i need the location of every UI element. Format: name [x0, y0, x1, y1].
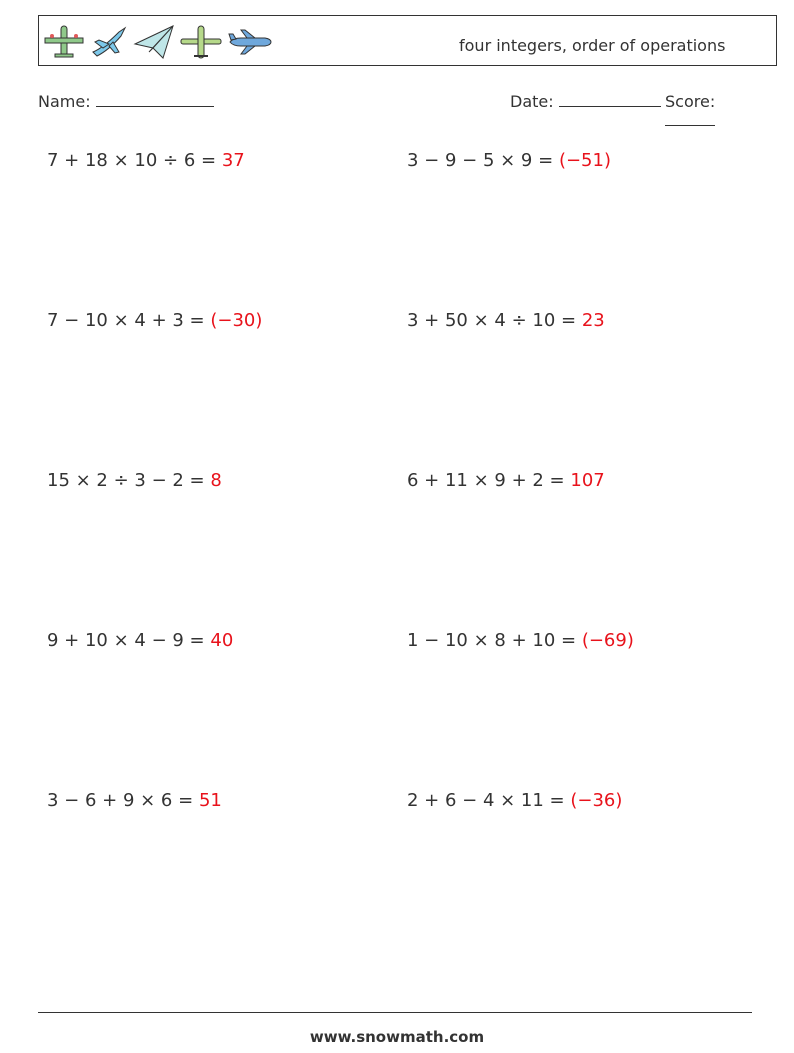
problem-item: [47, 310, 262, 331]
problem-expression: 15 × 2 ÷ 3 − 2 =: [47, 470, 205, 491]
footer-divider: [38, 1012, 752, 1013]
problem-item: [407, 310, 605, 331]
problem-expression: 7 − 10 × 4 + 3 =: [47, 310, 205, 331]
paper-plane-icon: [133, 22, 175, 62]
score-field[interactable]: [665, 92, 770, 130]
problem-expression: 3 − 6 + 9 × 6 =: [47, 790, 194, 811]
date-blank[interactable]: [559, 92, 661, 107]
problem-item: [47, 790, 222, 811]
problem-expression: 3 − 9 − 5 × 9 =: [407, 150, 554, 171]
problem-item: [47, 150, 245, 171]
score-label: Score:: [665, 92, 716, 111]
problem-answer: 37: [221, 150, 245, 171]
problem-answer: (−69): [581, 630, 634, 651]
problem-expression: 6 + 11 × 9 + 2 =: [407, 470, 565, 491]
problem-item: [407, 790, 622, 811]
name-field[interactable]: [38, 92, 214, 111]
propeller-plane-icon: [179, 22, 223, 62]
date-label: Date:: [510, 92, 554, 111]
problem-item: [407, 630, 634, 651]
worksheet-header: [38, 15, 777, 66]
worksheet-title: four integers, order of operations: [459, 36, 726, 55]
problem-expression: 1 − 10 × 8 + 10 =: [407, 630, 577, 651]
problem-answer: 40: [210, 630, 234, 651]
name-label: Name:: [38, 92, 91, 111]
problem-item: [407, 470, 605, 491]
problem-answer: 107: [570, 470, 605, 491]
problem-item: [47, 630, 233, 651]
score-blank[interactable]: [665, 111, 715, 126]
problem-answer: 23: [581, 310, 605, 331]
airliner-icon: [227, 22, 273, 62]
problem-answer: 51: [198, 790, 222, 811]
problem-answer: (−51): [558, 150, 611, 171]
footer-url[interactable]: www.snowmath.com: [309, 1028, 485, 1046]
student-info-row: [38, 92, 770, 114]
problem-item: [47, 470, 222, 491]
problem-answer: (−36): [570, 790, 623, 811]
icon-strip: [43, 21, 277, 63]
problem-expression: 3 + 50 × 4 ÷ 10 =: [407, 310, 577, 331]
problem-expression: 7 + 18 × 10 ÷ 6 =: [47, 150, 217, 171]
jet-icon: [89, 22, 129, 62]
problem-expression: 2 + 6 − 4 × 11 =: [407, 790, 565, 811]
problem-answer: (−30): [210, 310, 263, 331]
name-blank[interactable]: [96, 92, 214, 107]
problem-expression: 9 + 10 × 4 − 9 =: [47, 630, 205, 651]
problem-answer: 8: [210, 470, 222, 491]
date-field[interactable]: [510, 92, 661, 111]
airplane-icon: [43, 22, 85, 62]
problem-item: [407, 150, 611, 171]
